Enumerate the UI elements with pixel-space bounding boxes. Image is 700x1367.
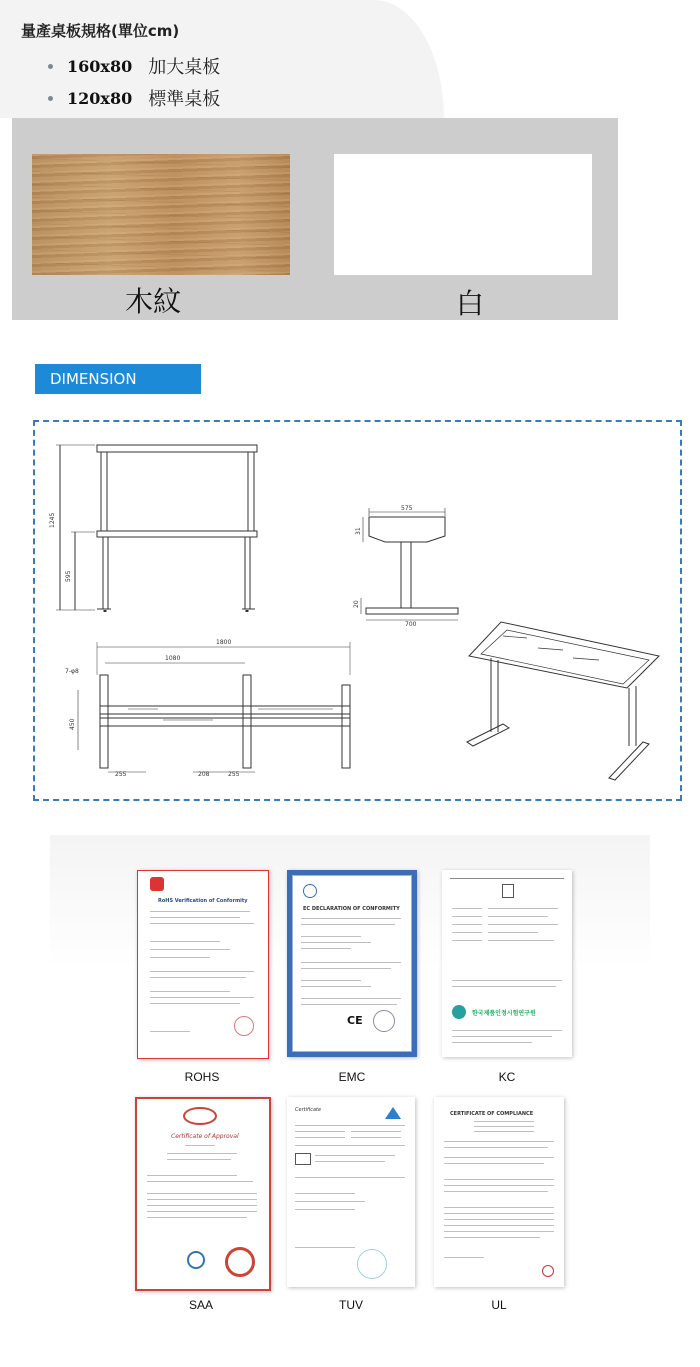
tuv-logo-icon bbox=[385, 1107, 401, 1119]
top-view-drawing bbox=[78, 642, 350, 772]
inner-width-label: 1080 bbox=[165, 655, 181, 662]
dimension-button[interactable]: DIMENSION bbox=[35, 364, 201, 394]
ul-mark-icon bbox=[542, 1265, 554, 1277]
dim-b-label: 208 bbox=[198, 771, 210, 778]
ul-label: UL bbox=[491, 1298, 507, 1312]
dimension-drawings bbox=[33, 420, 682, 801]
spec-title: 量產桌板規格(單位cm) bbox=[21, 22, 180, 40]
kc-logo-icon bbox=[502, 884, 514, 898]
rohs-certificate bbox=[137, 870, 269, 1059]
color-swatch-panel bbox=[12, 118, 618, 320]
saa-logo-icon bbox=[183, 1107, 217, 1125]
rohs-label: ROHS bbox=[184, 1070, 220, 1084]
ul-certificate bbox=[434, 1097, 564, 1287]
emc-label: EMC bbox=[338, 1070, 366, 1084]
spec-name: 標準桌板 bbox=[148, 89, 221, 110]
spec-name: 加大桌板 bbox=[148, 57, 221, 78]
tuv-label: TUV bbox=[339, 1298, 363, 1312]
isometric-view-drawing bbox=[467, 622, 659, 780]
spec-size: 120x80 bbox=[67, 88, 133, 108]
white-label: 白 bbox=[456, 287, 485, 320]
stamp-icon bbox=[357, 1249, 387, 1279]
spec-size: 160x80 bbox=[67, 56, 133, 76]
certificate-title: CERTIFICATE OF COMPLIANCE bbox=[450, 1111, 534, 1117]
stamp-icon bbox=[373, 1010, 395, 1032]
emc-certificate bbox=[287, 870, 417, 1057]
dim-a-label: 255 bbox=[115, 771, 127, 778]
kc-certificate bbox=[442, 870, 572, 1057]
certificate-title: 한국제품인정시험연구원 bbox=[472, 1010, 536, 1017]
bullet-icon bbox=[48, 96, 53, 101]
foot-width-label: 700 bbox=[405, 621, 417, 628]
certificate-title: EC DECLARATION OF CONFORMITY bbox=[303, 906, 400, 912]
emc-logo-icon bbox=[303, 884, 317, 898]
wood-grain-swatch bbox=[32, 154, 290, 275]
certificate-title: RoHS Verification of Conformity bbox=[158, 898, 248, 904]
certificate-title: Certificate of Approval bbox=[171, 1133, 239, 1140]
spec-item bbox=[48, 86, 220, 110]
saa-certificate bbox=[135, 1097, 271, 1291]
tuv-certificate bbox=[287, 1097, 415, 1287]
front-view-drawing bbox=[56, 445, 257, 612]
top-thickness-label: 31 bbox=[355, 527, 362, 535]
bullet-icon bbox=[48, 64, 53, 69]
top-width-label: 575 bbox=[401, 505, 413, 512]
kc-label: KC bbox=[498, 1070, 516, 1084]
side-view-drawing bbox=[361, 508, 458, 620]
certificate-area bbox=[50, 835, 650, 1365]
lower-height-label: 595 bbox=[65, 570, 72, 582]
kc-emblem-icon bbox=[452, 1005, 466, 1019]
certificate-title: Certificate bbox=[295, 1107, 322, 1113]
warning-icon bbox=[295, 1153, 311, 1165]
logo-icon bbox=[187, 1251, 205, 1269]
overall-width-label: 1800 bbox=[216, 639, 232, 646]
depth-label: 450 bbox=[69, 718, 76, 730]
wood-grain-label: 木紋 bbox=[125, 285, 182, 318]
seal-icon bbox=[225, 1247, 255, 1277]
ce-mark-icon: CE bbox=[347, 1014, 363, 1027]
white-swatch bbox=[334, 154, 592, 275]
spec-item bbox=[48, 54, 220, 78]
rohs-logo-icon bbox=[150, 877, 164, 891]
hole-label: 7-φ8 bbox=[65, 668, 79, 675]
saa-label: SAA bbox=[188, 1298, 213, 1312]
height-label: 1245 bbox=[49, 512, 56, 528]
stamp-icon bbox=[234, 1016, 254, 1036]
foot-thickness-label: 20 bbox=[353, 600, 360, 608]
dim-c-label: 255 bbox=[228, 771, 240, 778]
